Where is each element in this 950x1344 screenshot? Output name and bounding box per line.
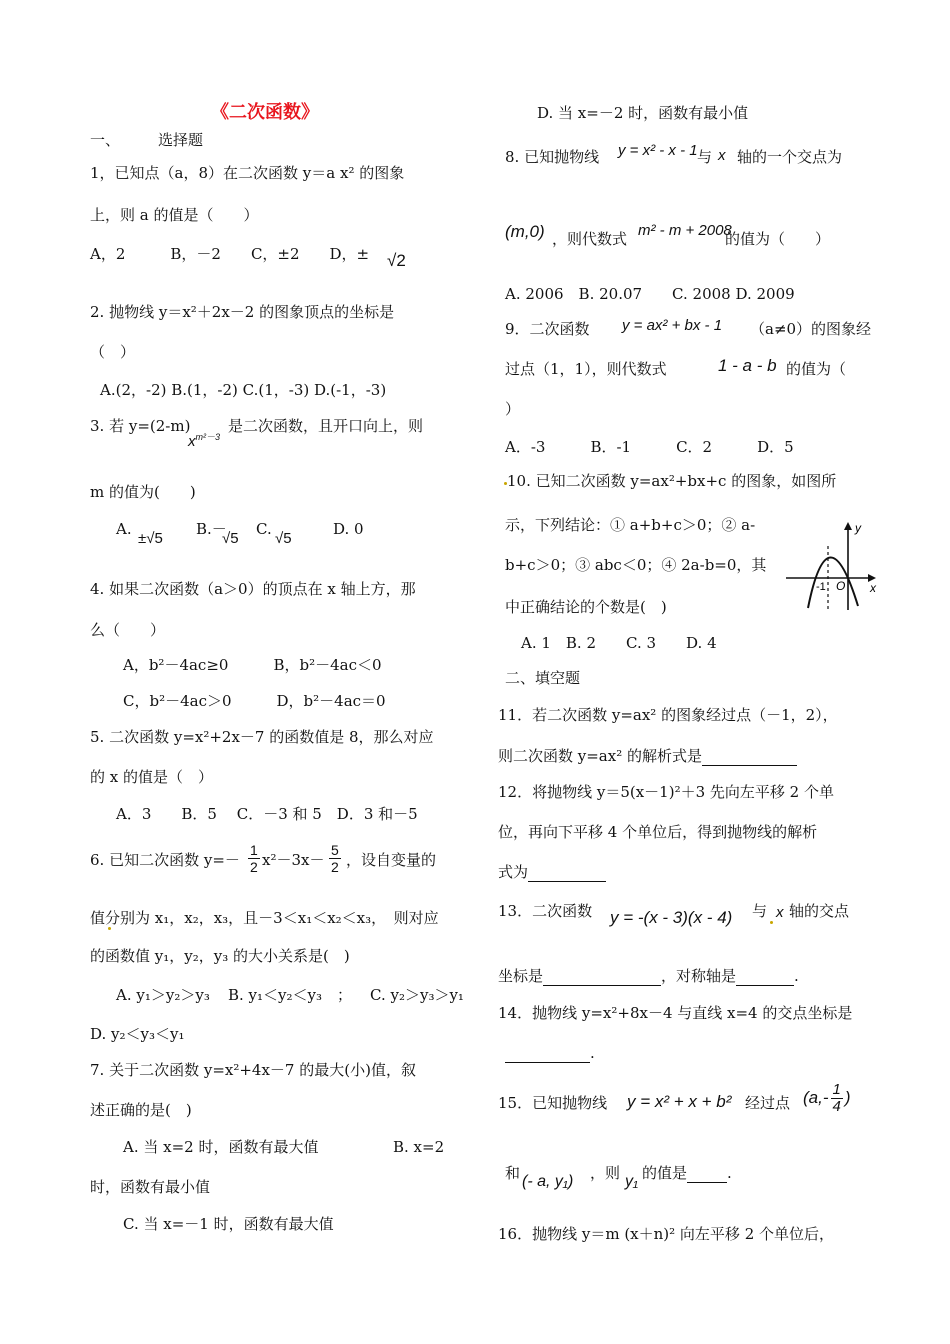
q6-line3: 的函数值 y₁，y₂，y₃ 的大小关系是( ) xyxy=(90,947,350,965)
q7-line2: 述正确的是( ) xyxy=(90,1101,192,1119)
q15-parabola: y = x² + x + b² xyxy=(627,1092,732,1111)
q12-line3: 式为 xyxy=(498,862,606,882)
q1-options: A，2 B，－2 C，±2 D，± xyxy=(90,245,370,263)
q10-line4: 中正确结论的个数是( ) xyxy=(505,598,667,616)
q2-options: A.(2，-2) B.(1，-2) C.(1，-3) D.(-1，-3) xyxy=(100,381,387,399)
q13-quadratic: y = -(x - 3)(x - 4) xyxy=(610,908,733,927)
q3-option-a-value: ±√5 xyxy=(138,530,163,547)
q3-line2: m 的值为( ) xyxy=(90,483,196,501)
q15-point-neg-a: (- a, y₁) xyxy=(522,1173,574,1190)
section-1-label: 选择题 xyxy=(158,131,204,149)
q7-option-c: C. 当 x=－1 时，函数有最大值 xyxy=(123,1215,334,1233)
q5-line2: 的 x 的值是（ ） xyxy=(90,768,213,786)
q8-line2-a: ，则代数式 xyxy=(552,230,628,248)
q6-line1-c: ，设自变量的 xyxy=(346,851,437,869)
q8-line2-b: 的值为（ ） xyxy=(725,230,831,248)
q15-answer-blank[interactable] xyxy=(687,1168,727,1183)
q5-options: A．3 B．5 C．－3 和 5 D．3 和－5 xyxy=(116,805,418,823)
q1-line2: 上，则 a 的值是（ ） xyxy=(90,206,259,224)
q4-line1: 4. 如果二次函数（a＞0）的顶点在 x 轴上方，那 xyxy=(90,580,416,598)
q3-option-b: B.－ xyxy=(196,520,227,538)
q6-option-c: C. y₂＞y₃＞y₁ xyxy=(370,986,464,1004)
q9-line2-a: 过点（1，1），则代数式 xyxy=(505,360,667,378)
q9-line1-a: 9．二次函数 xyxy=(505,320,590,338)
yellow-dot-mark xyxy=(770,921,773,924)
neg-one-label: -1 xyxy=(816,581,826,593)
q6-line2: 值分别为 x₁，x₂，x₃，且－3＜x₁＜x₂＜x₃， 则对应 xyxy=(90,909,439,927)
q13-line1-c: 轴的交点 xyxy=(789,902,850,920)
q2-line1: 2. 抛物线 y＝x²＋2x－2 的图象顶点的坐标是 xyxy=(90,303,395,321)
q6-line1-a: 6. 已知二次函数 y=－ xyxy=(90,851,240,869)
q13-line1-b: 与 xyxy=(752,902,768,920)
q10-options: A. 1 B. 2 C. 3 D. 4 xyxy=(521,634,717,652)
q12-answer-blank[interactable] xyxy=(528,867,606,882)
q9-expression: 1 - a - b xyxy=(718,356,777,375)
q9-line3: ） xyxy=(505,400,521,418)
q10-line3: b+c＞0；③ abc＜0；④ 2a-b=0，其 xyxy=(505,556,767,574)
q1-line1: 1，已知点（a，8）在二次函数 y＝a x² 的图象 xyxy=(90,164,405,182)
q14-line2: . xyxy=(505,1043,595,1063)
q2-line2: （ ） xyxy=(90,343,136,361)
q6-line1-b: x²－3x－ xyxy=(262,851,325,869)
q15-line1-a: 15．已知抛物线 xyxy=(498,1094,608,1112)
q3-option-c: C. xyxy=(256,520,272,538)
q15-line2-a: 和 xyxy=(505,1164,521,1182)
q11-line1: 11．若二次函数 y=ax² 的图象经过点（－1，2）， xyxy=(498,706,838,724)
q11-line2: 则二次函数 y=ax² 的解析式是 xyxy=(498,746,797,766)
q5-line1: 5. 二次函数 y=x²+2x－7 的函数值是 8，那么对应 xyxy=(90,728,434,746)
q6-option-b: B. y₁＜y₂＜y₃ ； xyxy=(228,986,353,1004)
q8-parabola: y = x² - x - 1 xyxy=(618,142,698,159)
q14-answer-blank[interactable] xyxy=(505,1048,590,1063)
section-1-number: 一、 xyxy=(90,131,121,149)
q13-line2: 坐标是 ，对称轴是 . xyxy=(498,967,799,985)
q8-line1-b: 与 xyxy=(697,148,713,166)
q12-line2: 位，再向下平移 4 个单位后，得到抛物线的解析 xyxy=(498,823,818,841)
q8-line1-c: 轴的一个交点为 xyxy=(737,148,843,166)
q8-line1-a: 8. 已知抛物线 xyxy=(505,148,600,166)
q4-options-cd: C，b²－4ac＞0 D，b²－4ac＝0 xyxy=(123,692,386,710)
q12-line1: 12．将抛物线 y＝5(x－1)²＋3 先向左平移 2 个单 xyxy=(498,783,834,801)
q7-option-a: A. 当 x=2 时，函数有最大值 xyxy=(123,1138,319,1156)
q9-line2-b: 的值为（ xyxy=(786,360,847,378)
q7-option-b: B. x=2 xyxy=(393,1138,445,1156)
q8-expression: m² - m + 2008 xyxy=(638,222,732,239)
q3-line1-start: 3. 若 y=(2-m) xyxy=(90,417,191,435)
q3-option-c-value: √5 xyxy=(275,530,292,547)
q7-option-d: D. 当 x=－2 时，函数有最小值 xyxy=(537,104,749,122)
q13-line1-a: 13．二次函数 xyxy=(498,902,593,920)
q6-frac-five-halves: $\frac{5}{2}$ xyxy=(331,842,339,875)
page-title: 《二次函数》 xyxy=(211,102,319,123)
q3-option-b-value: √5 xyxy=(222,530,239,547)
q3-option-a: A. xyxy=(116,520,132,538)
y-axis-arrow-icon xyxy=(844,522,852,530)
q7-option-b-cont: 时，函数有最小值 xyxy=(90,1178,211,1196)
q9-options: A．-3 B．-1 C．2 D．5 xyxy=(505,438,794,456)
q3-line1-end: 是二次函数，且开口向上，则 xyxy=(228,417,424,435)
q15-line1-b: 经过点 xyxy=(745,1094,791,1112)
q13-intersection-blank[interactable] xyxy=(543,971,661,986)
q10-line2: 示，下列结论：① a+b+c＞0；② a- xyxy=(505,516,756,534)
q15-line2-b: ，则 xyxy=(590,1164,621,1182)
q3-power-base: $x^{m^2-3}$ xyxy=(188,432,220,450)
q8-x-var: x xyxy=(718,147,726,164)
q4-line2: 么（ ） xyxy=(90,621,166,639)
q10-line1: 10. 已知二次函数 y=ax²+bx+c 的图象，如图所 xyxy=(507,472,837,490)
x-axis-label: x xyxy=(870,581,876,595)
q8-point: (m,0) xyxy=(505,222,545,241)
q7-line1: 7. 关于二次函数 y=x²+4x－7 的最大(小)值，叙 xyxy=(90,1061,416,1079)
y-axis-label: y xyxy=(855,521,861,535)
q6-option-a: A. y₁＞y₂＞y₃ xyxy=(116,986,210,1004)
q15-point: (a,- $\frac{1}{4}$ ) xyxy=(803,1081,851,1115)
origin-label: O xyxy=(836,579,846,593)
section-2-label: 二、填空题 xyxy=(505,669,581,687)
q11-answer-blank[interactable] xyxy=(702,751,797,766)
q9-quadratic: y = ax² + bx - 1 xyxy=(622,317,723,334)
q15-y1: y₁ xyxy=(625,1173,639,1190)
q13-x-var: x xyxy=(776,904,784,921)
q13-axis-blank[interactable] xyxy=(736,971,794,986)
q16-line1: 16．抛物线 y＝m (x＋n)² 向左平移 2 个单位后， xyxy=(498,1225,835,1243)
q9-line1-b: （a≠0）的图象经 xyxy=(750,320,872,338)
q10-parabola-graph xyxy=(782,518,882,613)
q8-options: A. 2006 B. 20.07 C. 2008 D. 2009 xyxy=(505,285,795,303)
q15-line2-c: 的值是 . xyxy=(642,1164,732,1182)
q4-options-ab: A，b²－4ac≥0 B，b²－4ac＜0 xyxy=(123,656,382,674)
q6-frac-half: $\frac{1}{2}$ xyxy=(250,842,258,875)
q1-sqrt2: √2 xyxy=(387,251,406,270)
q14-line1: 14．抛物线 y=x²+8x－4 与直线 x=4 的交点坐标是 xyxy=(498,1004,853,1022)
q6-option-d: D. y₂＜y₃＜y₁ xyxy=(90,1025,185,1043)
yellow-dot-mark xyxy=(108,927,111,930)
q3-option-d: D. 0 xyxy=(333,520,364,538)
